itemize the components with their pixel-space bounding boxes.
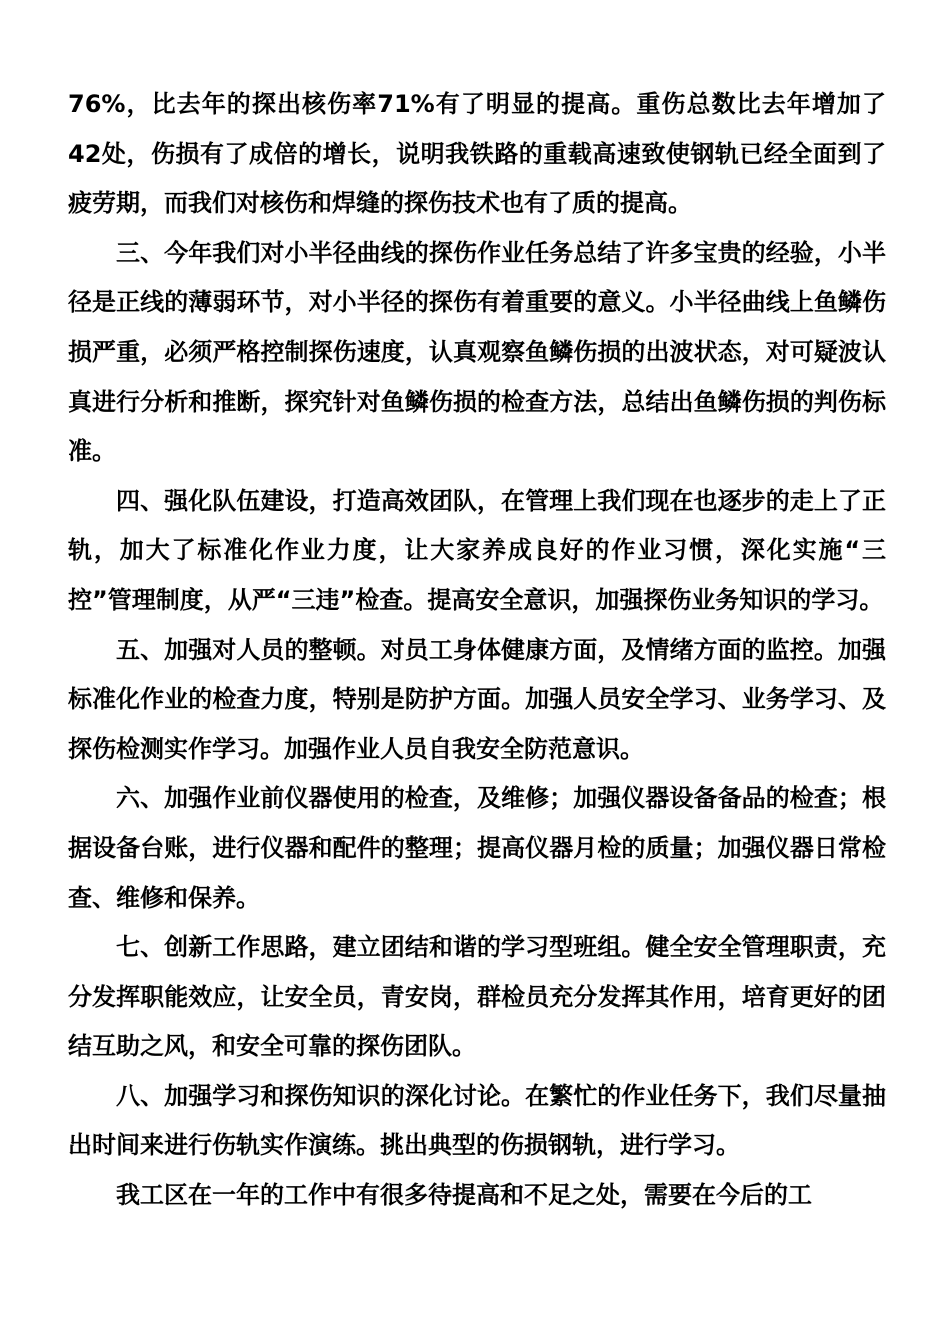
document-body [68,80,886,1221]
paragraph-item-3: 三、今年我们对小半径曲线的探伤作业任务总结了许多宝贵的经验，小半径是正线的薄弱环节，对小半径的探伤有着重要的意义。小半径曲线上鱼鳞伤损严重，必须严格控制探伤速度，认真观察鱼鳞伤损的出波状态，对可疑波认真进行分析和推断，探究针对鱼鳞伤损的检查方法，总结出鱼鳞伤损的判伤标准。 [68,238,886,466]
paragraph-item-4: 四、强化队伍建设，打造高效团队，在管理上我们现在也逐步的走上了正轨，加大了标准化作业力度，让大家养成良好的作业习惯，深化实施“三控”管理制度，从严“三违”检查。提高安全意识，加强探伤业务知识的学习。 [68,486,886,614]
paragraph-closing: 我工区在一年的工作中有很多待提高和不足之处，需要在今后的工 [116,1181,812,1210]
paragraph-item-8: 八、加强学习和探伤知识的深化讨论。在繁忙的作业任务下，我们尽量抽出时间来进行伤轨实作演练。挑出典型的伤损钢轨，进行学习。 [68,1081,886,1160]
paragraph-item-7: 七、创新工作思路，建立团结和谐的学习型班组。健全安全管理职责，充分发挥职能效应，让安全员，青安岗，群检员充分发挥其作用，培育更好的团结互助之风，和安全可靠的探伤团队。 [68,933,886,1061]
paragraph-item-6: 六、加强作业前仪器使用的检查，及维修；加强仪器设备备品的检查；根据设备台账，进行仪器和配件的整理；提高仪器月检的质量；加强仪器日常检查、维修和保养。 [68,784,886,912]
paragraph-continuation: 76%，比去年的探出核伤率71%有了明显的提高。重伤总数比去年增加了42处，伤损有了成倍的增长，说明我铁路的重载高速致使钢轨已经全面到了疲劳期，而我们对核伤和焊缝的探伤技术也有了质的提高。 [68,90,886,218]
paragraph-item-5: 五、加强对人员的整顿。对员工身体健康方面，及情绪方面的监控。加强标准化作业的检查力度，特别是防护方面。加强人员安全学习、业务学习、及探伤检测实作学习。加强作业人员自我安全防范意识。 [68,635,886,763]
